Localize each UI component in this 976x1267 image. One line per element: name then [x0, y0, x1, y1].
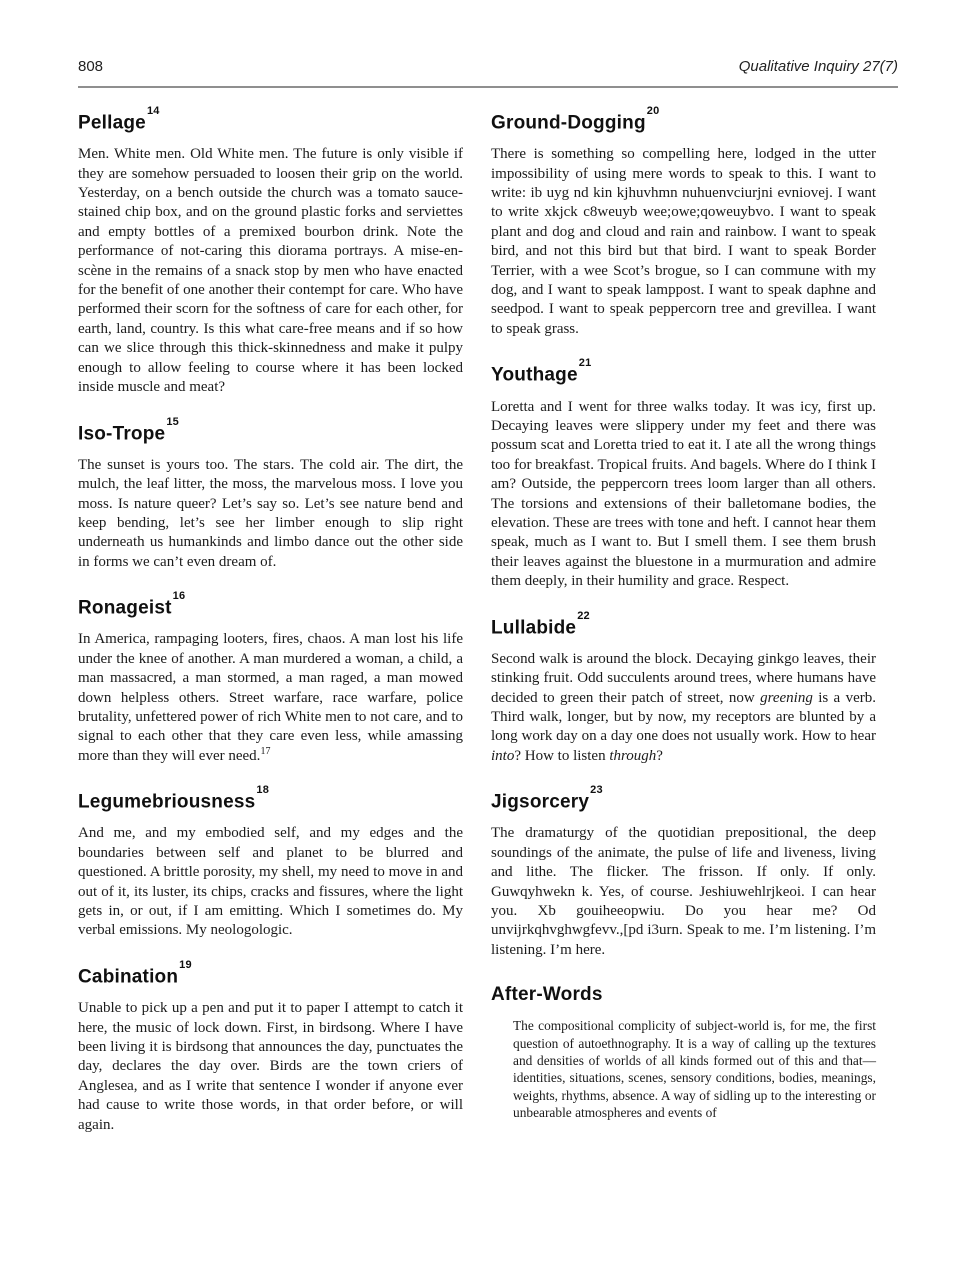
- section-paragraph: Second walk is around the block. Decaying ginkgo leaves, their stinking fruit. Odd succulents around trees, where humans have decided to green their patch of street, now greening is a verb. Third walk, longer, but by now, my receptors are blunted by a long work day on a day one does not usually work. How to hear into? How to listen through?: [491, 650, 876, 764]
- article-section: [491, 985, 876, 1121]
- article-section: [78, 784, 463, 941]
- section-title: After-Words: [491, 984, 603, 1006]
- section-endnote-number: 14: [146, 105, 160, 117]
- section-heading: [491, 105, 876, 134]
- section-paragraph: Men. White men. Old White men. The future is only visible if they are somehow persuaded to loosen their grip on the world. Yesterday, on a bench outside the church was a tomato sauce-stained chip box, and on the ground plastic forks and serviettes and empty bottles of a premixed bourbon drink. Note the performance of not-caring this diorama portrays. A mise-en-scène in the remains of a snack stop by men who have enacted for the benefit of one another their contempt for care. Who have performed their scorn for the softness of care for each other, for earth, land, country. Is this what care-free means and if so how can we slice through this thick-skinnedness and make it pulpy enough to allow feeling to course where it has been locked inside muscle and meat?: [78, 146, 463, 396]
- section-heading: [78, 958, 463, 988]
- article-section: [78, 958, 463, 1135]
- section-heading: [78, 415, 463, 445]
- article-section: [78, 590, 463, 766]
- running-head: Qualitative Inquiry 27(7): [738, 58, 898, 75]
- section-heading: [491, 985, 876, 1006]
- section-paragraph: The sunset is yours too. The stars. The cold air. The dirt, the mulch, the leaf litter, the moss, the marvelous moss. I love you moss. Is nature queer? Let’s say so. Let’s see nature bend and keep bending, let’s see her limber enough to slip right underneath us humankinds and limbo dance out the other side in forms we can’t even dream of.: [78, 456, 463, 570]
- section-title: Ground-Dogging: [491, 112, 646, 134]
- section-endnote-number: 18: [256, 784, 270, 797]
- section-paragraph: And me, and my embodied self, and my edges and the boundaries between self and planet to be blurred and questioned. A brittle porosity, my shell, my need to move in and out of it, its luster, its chips, cracks and fissures, where the light gets in, or out, if I am emitting. Which I sometimes do. My verbal emissions. My neologologic.: [78, 825, 463, 939]
- section-endnote-number: 23: [590, 784, 603, 797]
- section-paragraph: The dramaturgy of the quotidian prepositional, the deep soundings of the animate, the pulse of life and liveness, living and lithe. The flicker. The frisson. If only. If only. Guwqyhwekn k. Yes, of course. Jeshiuwehlrjkeoi. I can hear you. Xb gouiheeopwiu. Do you hear me? Od unvijrkqhvghwgfevv.,[pd i3urn. Speak to me. I’m listening. I’m listening. I’m here.: [491, 825, 876, 958]
- two-column-body: [78, 92, 898, 1135]
- section-endnote-number: 20: [646, 105, 660, 117]
- section-title: Legumebriousness: [78, 791, 256, 813]
- section-paragraph: In America, rampaging looters, fires, chaos. A man lost his life under the knee of another. A man murdered a woman, a child, a man massacred, a man stormed, a man raged, a man mowed down helpless others. Street warfare, race warfare, police brutality, unfettered power of rich White men to not care, and to signal to each other that they care even less, while amassing more than they will ever need.$^{17}$: [78, 631, 463, 764]
- section-heading: [491, 609, 876, 639]
- column-right: [491, 92, 876, 1135]
- section-heading: [491, 784, 876, 813]
- column-left: [78, 92, 463, 1135]
- article-section: [78, 105, 463, 398]
- section-heading: [78, 784, 463, 813]
- section-title: Ronageist: [78, 597, 172, 619]
- article-section: [491, 609, 876, 767]
- section-paragraph: Loretta and I went for three walks today. It was icy, first up. Decaying leaves were slippery under my feet and there was possum scat and Loretta tried to eat it. I ate all the wrong things too for breakfast. Tropical fruits. And bagels. Where do I think I am? Outside, the peppercorn trees loom larger than all others. The torsions and extensions of their balletomane bodies, the elevation. These are trees with tone and heft. I cannot hear them speak, much as I want to. But I smell them. I see them brush their leaves against the bluestone in a murmuration and admire them deeply, in their humility and grace. Respect.: [491, 398, 876, 590]
- page-header: [78, 0, 898, 88]
- section-heading: [491, 357, 876, 386]
- page-number: 808: [78, 58, 104, 75]
- section-title: Lullabide: [491, 616, 577, 638]
- section-title: Youthage: [491, 364, 578, 386]
- section-endnote-number: 21: [578, 357, 592, 370]
- section-endnote-number: 15: [166, 415, 179, 428]
- section-title: Iso-Trope: [78, 422, 166, 444]
- section-title: Cabination: [78, 966, 179, 988]
- section-paragraph: Unable to pick up a pen and put it to paper I attempt to catch it here, the music of lock down. First, in birdsong. Where I have been living it is birdsong that announces the day, punctuates the day, declares the day over. Birds are the town criers of Anglesea, and as I write that sentence I wonder if anyone ever had cause to write those words, in that order before, or will again.: [78, 1000, 463, 1133]
- article-section: [491, 105, 876, 339]
- article-section: [491, 784, 876, 960]
- article-section: [78, 415, 463, 573]
- section-title: Jigsorcery: [491, 791, 590, 813]
- section-heading: [78, 590, 463, 619]
- section-title: Pellage: [78, 112, 146, 134]
- section-heading: [78, 105, 463, 134]
- article-section: [491, 357, 876, 591]
- section-paragraph: There is something so compelling here, lodged in the utter impossibility of using mere words to speak to this. I want to write: ib uyg nd kin kjhuvhmn nuhuenvciurjni evniovej. I want to write xkjck c8weuyb wee;owe;qoweuybvo. I want to speak plant and dog and cloud and rain and rainbow. I want to speak bird, and not this bird but that bird. I want to speak Border Terrier, with a wee Scot’s brogue, so I can commune with my dog, and I want to speak lamppost. I want to speak daphne and seedpod. I want to speak peppercorn tree and grevillea. I want to speak grass.: [491, 146, 876, 337]
- section-paragraph: The compositional complicity of subject-world is, for me, the first question of autoethnography. It is a way of calling up the textures and densities of worlds of all kinds formed out of this and that—identities, situations, scenes, sensory conditions, bodies, meanings, weights, rhythms, absence. A way of sidling up to the interesting or unbearable atmospheres and events of: [513, 1018, 876, 1121]
- section-endnote-number: 22: [577, 609, 590, 622]
- section-endnote-number: 19: [179, 958, 192, 971]
- section-endnote-number: 16: [172, 590, 186, 603]
